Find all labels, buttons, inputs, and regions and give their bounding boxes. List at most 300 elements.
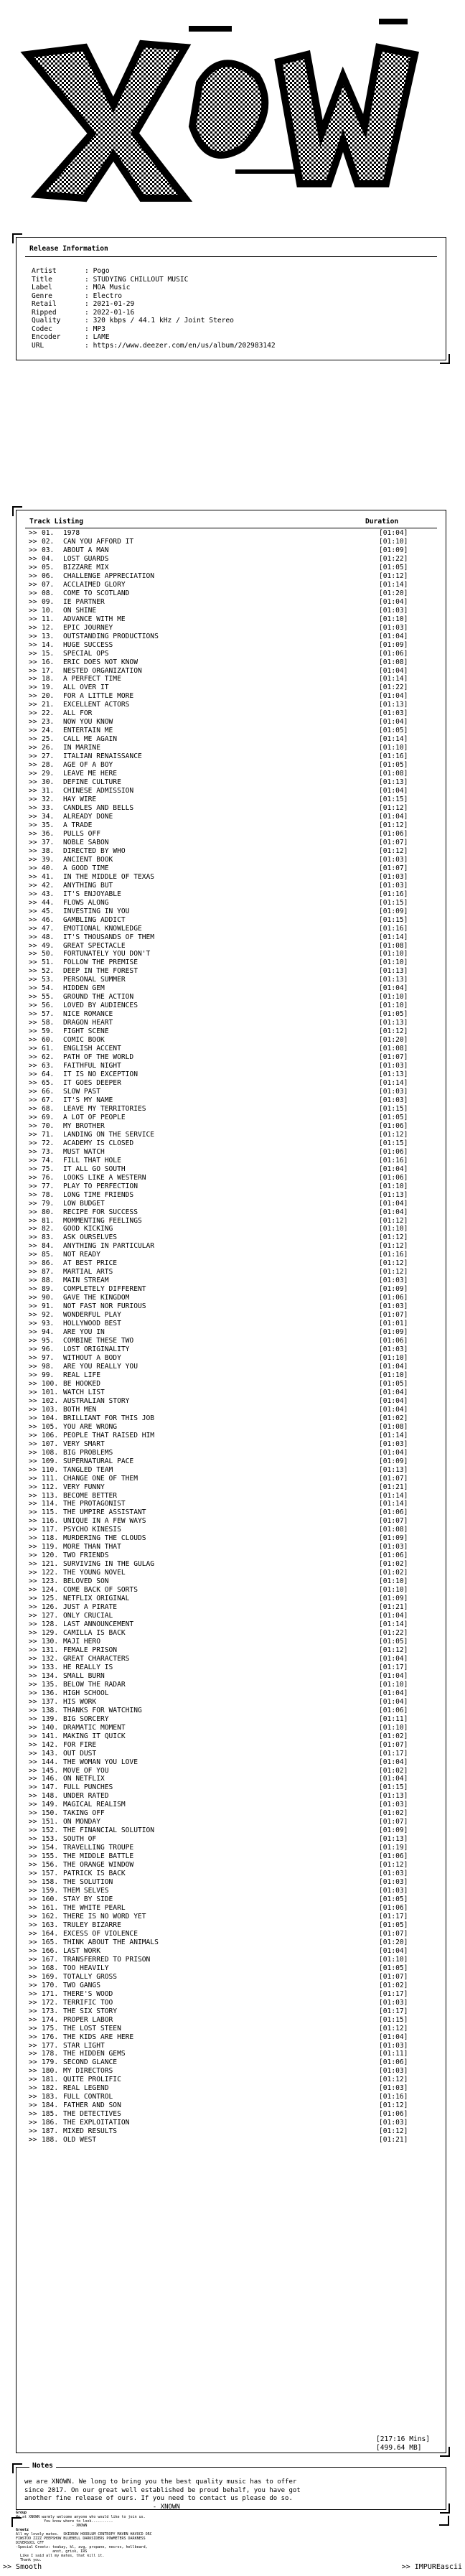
track-row: >> 116. UNIQUE IN A FEW WAYS [01:07] xyxy=(29,1517,431,1526)
track-number: 87. xyxy=(42,1268,55,1277)
release-info-value: Pogo xyxy=(93,267,110,275)
track-title: ARE YOU IN xyxy=(63,1328,105,1337)
track-title: TWO GANGS xyxy=(63,1981,100,1989)
track-number: 97. xyxy=(42,1354,55,1362)
track-number: 148. xyxy=(42,1792,59,1801)
track-row: >> 121. SURVIVING IN THE GULAG [01:02] xyxy=(29,1560,431,1569)
track-title: THE ORANGE WINDOW xyxy=(63,1861,134,1870)
track-title: ABOUT A MAN xyxy=(63,546,109,554)
track-number: 169. xyxy=(42,1972,59,1981)
track-title: MUST WATCH xyxy=(63,1147,105,1156)
track-number: 85. xyxy=(42,1251,55,1259)
track-title: BELOW THE RADAR xyxy=(63,1680,126,1689)
track-row: >> 28. AGE OF A BOY [01:05] xyxy=(29,761,431,770)
track-title: FOR FIRE xyxy=(63,1740,97,1749)
track-duration: [01:03] xyxy=(379,1302,408,1311)
track-row: >> 30. DEFINE CULTURE [01:13] xyxy=(29,778,431,787)
track-duration: [01:03] xyxy=(379,872,408,881)
track-row: >> 06. CHALLENGE APPRECIATION [01:12] xyxy=(29,572,431,581)
track-duration: [01:04] xyxy=(379,984,408,993)
track-title: VERY SMART xyxy=(63,1439,105,1448)
track-number: 38. xyxy=(42,846,55,855)
track-duration: [01:10] xyxy=(379,1182,408,1190)
track-duration: [01:07] xyxy=(379,1474,408,1483)
track-number: 106. xyxy=(42,1431,59,1439)
track-title: MOMMENTING FEELINGS xyxy=(63,1216,142,1225)
track-duration: [01:03] xyxy=(379,623,408,632)
track-number: 126. xyxy=(42,1603,59,1612)
track-duration: [01:08] xyxy=(379,1045,408,1053)
track-list xyxy=(29,529,431,2145)
release-info-key: Ripped xyxy=(32,308,57,317)
track-title: ARE YOU REALLY YOU xyxy=(63,1362,138,1371)
track-number: 137. xyxy=(42,1697,59,1706)
track-title: UNDER RATED xyxy=(63,1792,109,1801)
track-title: FOR A LITTLE MORE xyxy=(63,692,134,701)
track-title: THE PROTAGONIST xyxy=(63,1500,126,1508)
track-number: 113. xyxy=(42,1491,59,1500)
track-duration: [01:12] xyxy=(379,2127,408,2136)
track-duration: [01:10] xyxy=(379,537,408,546)
track-row: >> 73. MUST WATCH [01:06] xyxy=(29,1148,431,1157)
track-row: >> 125. NETFLIX ORIGINAL [01:09] xyxy=(29,1595,431,1603)
track-duration: [01:16] xyxy=(379,1251,408,1259)
track-number: 178. xyxy=(42,2050,59,2058)
track-row: >> 27. ITALIAN RENAISSANCE [01:16] xyxy=(29,752,431,761)
track-row: >> 19. ALL OVER IT [01:22] xyxy=(29,683,431,692)
release-info-value: STUDYING CHILLOUT MUSIC xyxy=(93,275,189,284)
track-number: 16. xyxy=(42,658,55,666)
track-title: LAST WORK xyxy=(63,1946,100,1955)
track-title: ENTERTAIN ME xyxy=(63,727,113,735)
track-number: 19. xyxy=(42,683,55,692)
track-title: THE SIX STORY xyxy=(63,2007,118,2015)
track-title: IN THE MIDDLE OF TEXAS xyxy=(63,872,155,881)
track-row: >> 111. CHANGE ONE OF THEM [01:07] xyxy=(29,1475,431,1483)
track-duration: [01:03] xyxy=(379,2119,408,2127)
track-duration: [01:13] xyxy=(379,1792,408,1801)
track-number: 39. xyxy=(42,855,55,864)
track-number: 128. xyxy=(42,1620,59,1629)
track-number: 143. xyxy=(42,1749,59,1758)
track-row: >> 135. BELOW THE RADAR [01:10] xyxy=(29,1681,431,1689)
track-title: VERY FUNNY xyxy=(63,1483,105,1491)
track-row: >> 156. THE ORANGE WINDOW [01:12] xyxy=(29,1861,431,1870)
track-title: EPIC JOURNEY xyxy=(63,623,113,632)
greetz-line: All my lovely mates. SKIDROW HOODLUM CENTROPY MAVEN HAVOCD ORC xyxy=(16,2532,152,2537)
release-info-value: LAME xyxy=(93,333,110,341)
track-number: 82. xyxy=(42,1225,55,1233)
track-title: COMBINE THESE TWO xyxy=(63,1337,134,1345)
track-row: >> 02. CAN YOU AFFORD IT [01:10] xyxy=(29,538,431,546)
track-row: >> 127. ONLY CRUCIAL [01:04] xyxy=(29,1612,431,1620)
track-duration: [01:12] xyxy=(379,1233,408,1242)
track-title: LOVED BY AUDIENCES xyxy=(63,1002,138,1010)
track-duration: [01:12] xyxy=(379,1242,408,1251)
track-title: ANYTHING IN PARTICULAR xyxy=(63,1242,155,1251)
track-row: >> 155. THE MIDDLE BATTLE [01:06] xyxy=(29,1852,431,1861)
track-number: 144. xyxy=(42,1758,59,1766)
track-duration: [01:21] xyxy=(379,1483,408,1491)
release-info-heading: Release Information xyxy=(29,245,108,253)
track-number: 124. xyxy=(42,1586,59,1595)
track-number: 81. xyxy=(42,1216,55,1225)
track-row: >> 36. PULLS OFF [01:06] xyxy=(29,830,431,839)
track-duration: [01:14] xyxy=(379,1500,408,1508)
track-title: IT'S ENJOYABLE xyxy=(63,890,121,898)
track-row: >> 186. THE EXPLOITATION [01:03] xyxy=(29,2119,431,2127)
track-row: >> 110. TANGLED TEAM [01:13] xyxy=(29,1466,431,1475)
track-row: >> 106. PEOPLE THAT RAISED HIM [01:14] xyxy=(29,1432,431,1440)
track-duration: [01:12] xyxy=(379,1268,408,1277)
track-duration: [01:07] xyxy=(379,1972,408,1981)
track-duration: [01:08] xyxy=(379,658,408,666)
track-row: >> 31. CHINESE ADMISSION [01:04] xyxy=(29,787,431,795)
track-title: ALL OVER IT xyxy=(63,683,109,692)
track-number: 55. xyxy=(42,993,55,1002)
track-row: >> 169. TOTALLY GROSS [01:07] xyxy=(29,1973,431,1982)
track-title: WITHOUT A BODY xyxy=(63,1354,121,1362)
track-duration: [01:04] xyxy=(379,1199,408,1208)
track-number: 08. xyxy=(42,589,55,597)
release-info-row: Retail : 2021-01-29 xyxy=(32,300,135,308)
track-duration: [01:05] xyxy=(379,1010,408,1019)
track-number: 49. xyxy=(42,941,55,950)
track-number: 174. xyxy=(42,2015,59,2024)
release-info-divider xyxy=(25,256,437,257)
track-title: THE KIDS ARE HERE xyxy=(63,2033,134,2041)
track-row: >> 126. JUST A PIRATE [01:21] xyxy=(29,1603,431,1612)
track-row: >> 33. CANDLES AND BELLS [01:12] xyxy=(29,804,431,813)
track-number: 35. xyxy=(42,821,55,829)
track-duration: [01:07] xyxy=(379,1517,408,1526)
track-duration: [01:03] xyxy=(379,2067,408,2076)
track-row: >> 37. NOBLE SABON [01:07] xyxy=(29,839,431,847)
track-number: 133. xyxy=(42,1663,59,1671)
track-title: SURVIVING IN THE GULAG xyxy=(63,1560,155,1569)
track-number: 70. xyxy=(42,1121,55,1130)
track-duration: [01:12] xyxy=(379,2076,408,2084)
track-title: IT ALL GO SOUTH xyxy=(63,1165,126,1173)
track-duration: [01:04] xyxy=(379,1671,408,1680)
track-row: >> 50. FORTUNATELY YOU DON'T [01:10] xyxy=(29,950,431,958)
track-title: NICE ROMANCE xyxy=(63,1010,113,1019)
release-info-key: Label xyxy=(32,284,52,291)
track-number: 167. xyxy=(42,1955,59,1964)
track-duration: [01:05] xyxy=(379,727,408,735)
track-duration: [01:02] xyxy=(379,1981,408,1989)
track-title: GOOD KICKING xyxy=(63,1225,113,1233)
track-row: >> 105. YOU ARE WRONG [01:08] xyxy=(29,1423,431,1432)
track-row: >> 90. GAVE THE KINGDOM [01:06] xyxy=(29,1294,431,1302)
track-row: >> 68. LEAVE MY TERRITORIES [01:15] xyxy=(29,1105,431,1114)
track-row: >> 71. LANDING ON THE SERVICE [01:12] xyxy=(29,1131,431,1139)
track-number: 09. xyxy=(42,597,55,606)
track-duration: [01:17] xyxy=(379,1989,408,1998)
track-number: 98. xyxy=(42,1362,55,1371)
track-number: 129. xyxy=(42,1629,59,1637)
track-title: DRAGON HEART xyxy=(63,1019,113,1027)
release-info-value: 2021-01-29 xyxy=(93,300,135,308)
track-row: >> 138. THANKS FOR WATCHING [01:06] xyxy=(29,1707,431,1715)
group-block xyxy=(16,2511,445,2562)
track-number: 172. xyxy=(42,1998,59,2007)
track-duration: [01:07] xyxy=(379,1053,408,1062)
track-number: 135. xyxy=(42,1680,59,1689)
track-duration: [01:04] xyxy=(379,1946,408,1955)
track-number: 28. xyxy=(42,761,55,770)
track-row: >> 14. HUGE SUCCESS [01:09] xyxy=(29,641,431,650)
track-number: 65. xyxy=(42,1079,55,1087)
track-title: CALL ME AGAIN xyxy=(63,735,118,744)
track-row: >> 134. SMALL BURN [01:04] xyxy=(29,1672,431,1681)
track-duration: [01:08] xyxy=(379,941,408,950)
track-row: >> 158. THE SOLUTION [01:03] xyxy=(29,1878,431,1887)
track-number: 103. xyxy=(42,1405,59,1414)
track-duration: [01:12] xyxy=(379,804,408,812)
track-number: 26. xyxy=(42,744,55,752)
track-row: >> 22. ALL FOR [01:03] xyxy=(29,709,431,718)
greetz-line: Like I said all my mates, that kill it. xyxy=(16,2554,105,2558)
track-duration: [01:13] xyxy=(379,1070,408,1079)
track-row: >> 149. MAGICAL REALISM [01:03] xyxy=(29,1801,431,1809)
track-row: >> 151. ON MONDAY [01:07] xyxy=(29,1818,431,1826)
track-row: >> 129. CAMILLA IS BACK [01:22] xyxy=(29,1629,431,1638)
track-title: UNIQUE IN A FEW WAYS xyxy=(63,1517,146,1526)
track-title: EXCELLENT ACTORS xyxy=(63,701,130,709)
track-row: >> 12. EPIC JOURNEY [01:03] xyxy=(29,624,431,633)
track-number: 136. xyxy=(42,1689,59,1697)
track-row: >> 141. MAKING IT QUICK [01:02] xyxy=(29,1732,431,1741)
track-number: 158. xyxy=(42,1878,59,1887)
track-row: >> 83. ASK OURSELVES [01:12] xyxy=(29,1233,431,1242)
track-number: 34. xyxy=(42,812,55,821)
track-title: PLAY TO PERFECTION xyxy=(63,1182,138,1190)
track-title: ACCLAIMED GLORY xyxy=(63,580,126,589)
track-duration: [01:04] xyxy=(379,718,408,727)
track-title: ON MONDAY xyxy=(63,1818,100,1826)
track-number: 51. xyxy=(42,958,55,967)
track-number: 86. xyxy=(42,1259,55,1268)
track-duration: [01:13] xyxy=(379,778,408,787)
track-title: PERSONAL SUMMER xyxy=(63,976,126,984)
track-title: THERE IS NO WORD YET xyxy=(63,1912,146,1921)
track-title: FAITHFUL NIGHT xyxy=(63,1062,121,1070)
track-row: >> 15. SPECIAL OPS [01:06] xyxy=(29,650,431,658)
track-number: 105. xyxy=(42,1422,59,1431)
track-duration: [01:15] xyxy=(379,1139,408,1147)
greetz-line: Thank you. xyxy=(16,2558,42,2562)
track-row: >> 188. OLD WEST [01:21] xyxy=(29,2136,431,2145)
track-duration: [01:04] xyxy=(379,1758,408,1766)
track-title: NETFLIX ORIGINAL xyxy=(63,1595,130,1603)
track-title: ALREADY DONE xyxy=(63,812,113,821)
track-number: 96. xyxy=(42,1345,55,1354)
track-title: LOOKS LIKE A WESTERN xyxy=(63,1173,146,1182)
track-number: 59. xyxy=(42,1027,55,1036)
track-duration: [01:10] xyxy=(379,993,408,1002)
track-number: 141. xyxy=(42,1732,59,1740)
track-duration: [01:07] xyxy=(379,1311,408,1320)
release-info-value: MP3 xyxy=(93,325,105,333)
track-number: 22. xyxy=(42,709,55,718)
track-number: 134. xyxy=(42,1671,59,1680)
track-duration: [01:08] xyxy=(379,1526,408,1534)
track-title: DRAMATIC MOMENT xyxy=(63,1723,126,1732)
track-title: TAKING OFF xyxy=(63,1809,105,1818)
track-duration: [01:14] xyxy=(379,933,408,941)
group-line: - XNOWN xyxy=(16,2524,88,2528)
track-duration: [01:21] xyxy=(379,1603,408,1612)
track-title: FULL PUNCHES xyxy=(63,1783,113,1792)
track-duration: [01:05] xyxy=(379,761,408,770)
track-duration: [01:22] xyxy=(379,554,408,563)
track-number: 62. xyxy=(42,1053,55,1062)
track-row: >> 157. PATRICK IS BACK [01:03] xyxy=(29,1870,431,1878)
track-duration: [01:02] xyxy=(379,1732,408,1740)
track-title: CHINESE ADMISSION xyxy=(63,787,134,795)
track-duration: [01:14] xyxy=(379,1620,408,1629)
track-title: CHALLENGE APPRECIATION xyxy=(63,571,155,580)
track-row: >> 154. TRAVELLING TROUPE [01:19] xyxy=(29,1844,431,1852)
track-number: 118. xyxy=(42,1534,59,1543)
track-row: >> 147. FULL PUNCHES [01:15] xyxy=(29,1783,431,1792)
track-duration: [01:15] xyxy=(379,795,408,804)
track-number: 72. xyxy=(42,1139,55,1147)
track-row: >> 57. NICE ROMANCE [01:05] xyxy=(29,1010,431,1019)
track-row: >> 23. NOW YOU KNOW [01:04] xyxy=(29,718,431,727)
track-title: THE HIDDEN GEMS xyxy=(63,2050,126,2058)
track-number: 52. xyxy=(42,967,55,976)
track-duration: [01:03] xyxy=(379,1096,408,1104)
track-title: HIDDEN GEM xyxy=(63,984,105,993)
track-duration: [01:22] xyxy=(379,683,408,692)
track-row: >> 11. ADVANCE WITH ME [01:10] xyxy=(29,615,431,624)
track-title: STAR LIGHT xyxy=(63,2041,105,2050)
release-info-value: 2022-01-16 xyxy=(93,308,135,317)
track-title: SUPERNATURAL PACE xyxy=(63,1457,134,1465)
track-title: THERE'S WOOD xyxy=(63,1989,113,1998)
track-row: >> 181. QUITE PROLIFIC [01:12] xyxy=(29,2076,431,2084)
track-number: 119. xyxy=(42,1543,59,1551)
track-duration: [01:06] xyxy=(379,1508,408,1517)
track-title: MAKING IT QUICK xyxy=(63,1732,126,1740)
track-duration: [01:03] xyxy=(379,1087,408,1096)
track-row: >> 137. HIS WORK [01:04] xyxy=(29,1698,431,1707)
track-number: 30. xyxy=(42,778,55,787)
track-title: GAVE THE KINGDOM xyxy=(63,1294,130,1302)
track-duration: [01:13] xyxy=(379,701,408,709)
track-title: MAGICAL REALISM xyxy=(63,1801,126,1809)
track-number: 15. xyxy=(42,649,55,658)
track-row: >> 174. PROPER LABOR [01:15] xyxy=(29,2016,431,2025)
track-row: >> 179. SECOND GLANCE [01:06] xyxy=(29,2058,431,2067)
notes-line: since 2017. On our great well established be proud behalf, you have got xyxy=(24,2486,301,2494)
track-duration: [01:10] xyxy=(379,1371,408,1379)
track-title: THE WHITE PEARL xyxy=(63,1904,126,1912)
track-duration: [01:01] xyxy=(379,1320,408,1328)
release-info-value[interactable]: https://www.deezer.com/en/us/album/202983142 xyxy=(93,341,276,350)
track-row: >> 114. THE PROTAGONIST [01:14] xyxy=(29,1500,431,1508)
track-duration: [01:12] xyxy=(379,1861,408,1870)
track-duration: [01:13] xyxy=(379,1835,408,1844)
track-number: 155. xyxy=(42,1852,59,1861)
track-title: ONLY CRUCIAL xyxy=(63,1612,113,1620)
track-number: 95. xyxy=(42,1337,55,1345)
track-title: COMIC BOOK xyxy=(63,1036,105,1045)
track-row: >> 89. COMPLETELY DIFFERENT [01:09] xyxy=(29,1285,431,1294)
track-number: 176. xyxy=(42,2033,59,2041)
track-row: >> 04. LOST GUARDS [01:22] xyxy=(29,555,431,564)
track-duration: [01:06] xyxy=(379,1904,408,1912)
track-row: >> 164. EXCESS OF VIOLENCE [01:07] xyxy=(29,1930,431,1938)
track-number: 107. xyxy=(42,1439,59,1448)
track-duration: [01:10] xyxy=(379,744,408,752)
track-row: >> 20. FOR A LITTLE MORE [01:04] xyxy=(29,692,431,701)
release-info-key: Quality xyxy=(32,317,61,325)
track-duration: [01:09] xyxy=(379,1457,408,1465)
track-duration: [01:05] xyxy=(379,1637,408,1646)
track-duration: [01:16] xyxy=(379,890,408,898)
track-duration: [01:15] xyxy=(379,2015,408,2024)
track-number: 122. xyxy=(42,1569,59,1577)
track-row: >> 72. ACADEMY IS CLOSED [01:15] xyxy=(29,1139,431,1148)
track-row: >> 40. A GOOD TIME [01:07] xyxy=(29,864,431,873)
track-number: 84. xyxy=(42,1242,55,1251)
track-title: ANCIENT BOOK xyxy=(63,855,113,864)
track-number: 24. xyxy=(42,727,55,735)
track-duration: [01:13] xyxy=(379,1019,408,1027)
release-info-row: Quality : 320 kbps / 44.1 kHz / Joint Stereo xyxy=(32,317,234,325)
track-duration: [01:04] xyxy=(379,1208,408,1216)
track-row: >> 34. ALREADY DONE [01:04] xyxy=(29,813,431,821)
greetz-heading: Greetz xyxy=(16,2528,29,2532)
track-duration: [01:07] xyxy=(379,838,408,846)
track-number: 156. xyxy=(42,1861,59,1870)
track-number: 160. xyxy=(42,1895,59,1904)
track-duration: [01:19] xyxy=(379,1844,408,1852)
track-duration: [01:15] xyxy=(379,1104,408,1113)
track-duration: [01:04] xyxy=(379,1775,408,1783)
track-row: >> 183. FULL CONTROL [01:16] xyxy=(29,2093,431,2101)
track-title: AUSTRALIAN STORY xyxy=(63,1396,130,1405)
release-info-row: Codec : MP3 xyxy=(32,325,105,333)
track-row: >> 35. A TRADE [01:12] xyxy=(29,821,431,830)
track-row: >> 167. TRANSFERRED TO PRISON [01:10] xyxy=(29,1956,431,1964)
track-number: 90. xyxy=(42,1294,55,1302)
track-title: BRILLIANT FOR THIS JOB xyxy=(63,1414,155,1422)
track-title: ENGLISH ACCENT xyxy=(63,1045,121,1053)
track-duration: [01:03] xyxy=(379,2041,408,2050)
track-number: 76. xyxy=(42,1173,55,1182)
greetz-line: anst, grisk, IRS xyxy=(16,2549,88,2554)
track-row: >> 52. DEEP IN THE FOREST [01:13] xyxy=(29,967,431,976)
track-title: SLOW PAST xyxy=(63,1087,100,1096)
track-row: >> 76. LOOKS LIKE A WESTERN [01:06] xyxy=(29,1174,431,1182)
track-duration: [01:07] xyxy=(379,1740,408,1749)
track-number: 179. xyxy=(42,2058,59,2067)
track-row: >> 46. GAMBLING ADDICT [01:15] xyxy=(29,916,431,925)
track-title: BE HOOKED xyxy=(63,1379,100,1388)
track-duration: [01:03] xyxy=(379,1878,408,1887)
track-title: IE PARTNER xyxy=(63,597,105,606)
track-row: >> 103. BOTH MEN [01:04] xyxy=(29,1406,431,1414)
track-title: SMALL BURN xyxy=(63,1671,105,1680)
track-duration: [01:05] xyxy=(379,1895,408,1904)
track-row: >> 47. EMOTIONAL KNOWLEDGE [01:16] xyxy=(29,925,431,933)
track-number: 43. xyxy=(42,890,55,898)
track-title: IT IS NO EXCEPTION xyxy=(63,1070,138,1079)
